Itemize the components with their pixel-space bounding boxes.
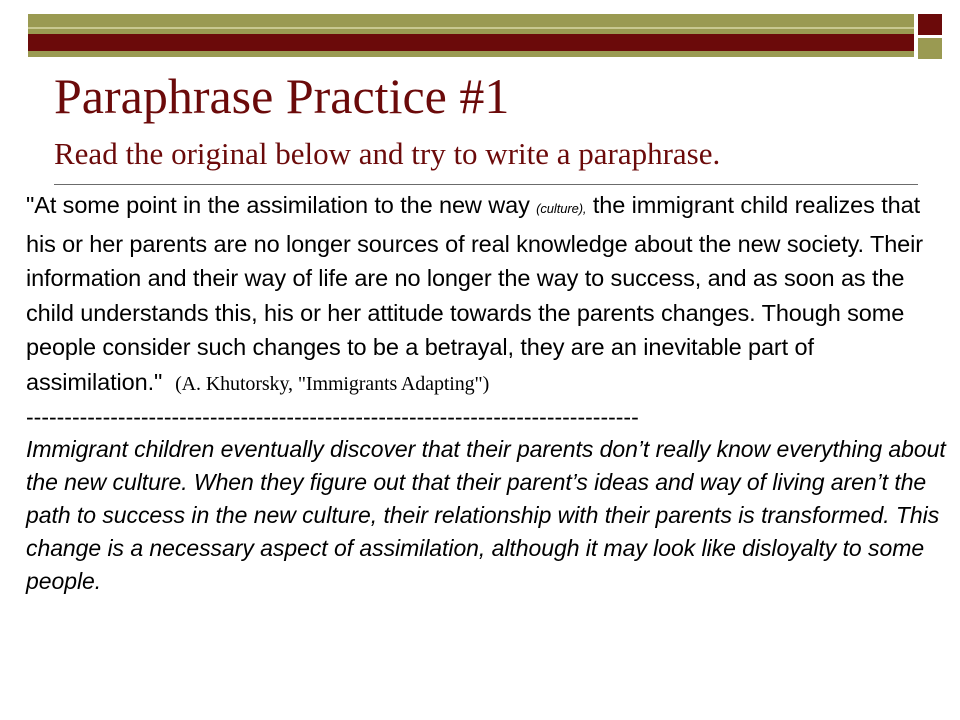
corner-square-top bbox=[918, 14, 942, 35]
top-decorative-band bbox=[28, 14, 914, 57]
band-dark-stripe bbox=[28, 34, 914, 51]
band-light-stripe bbox=[28, 27, 914, 29]
slide-subtitle: Read the original below and try to write a paraphrase. bbox=[54, 136, 721, 171]
title-divider-rule bbox=[54, 184, 918, 185]
slide-title: Paraphrase Practice #1 bbox=[54, 68, 510, 124]
corner-square-bottom bbox=[918, 38, 942, 59]
paraphrase-text: Immigrant children eventually discover that their parents don’t really know everything about the new culture. When they figure out that their parent’s ideas and way of living aren’t the path to success in the new culture, their relationship with their parents is transformed. This change is a necessary aspect of assimilation, although it may look like disloyalty to some people. bbox=[26, 436, 946, 594]
quote-text-end: the immigrant child realizes that his or her parents are no longer sources of real knowledge about the new society. Their information and their way of life are no longer the way to success, and as soon as the child understands this, his or her attitude towards the parents changes. Though some people consider such changes to be a betrayal, they are an inevitable part of assimilation." bbox=[26, 192, 924, 395]
original-quote bbox=[26, 188, 946, 401]
dashed-separator: -------------------------------------------------------------------------------- bbox=[26, 404, 639, 430]
quote-text-start: "At some point in the assimilation to the new way bbox=[26, 192, 537, 218]
slide-content bbox=[26, 188, 946, 598]
culture-note: (culture), bbox=[536, 201, 587, 216]
corner-squares bbox=[918, 14, 942, 59]
quote-citation: (A. Khutorsky, "Immigrants Adapting") bbox=[175, 372, 490, 395]
